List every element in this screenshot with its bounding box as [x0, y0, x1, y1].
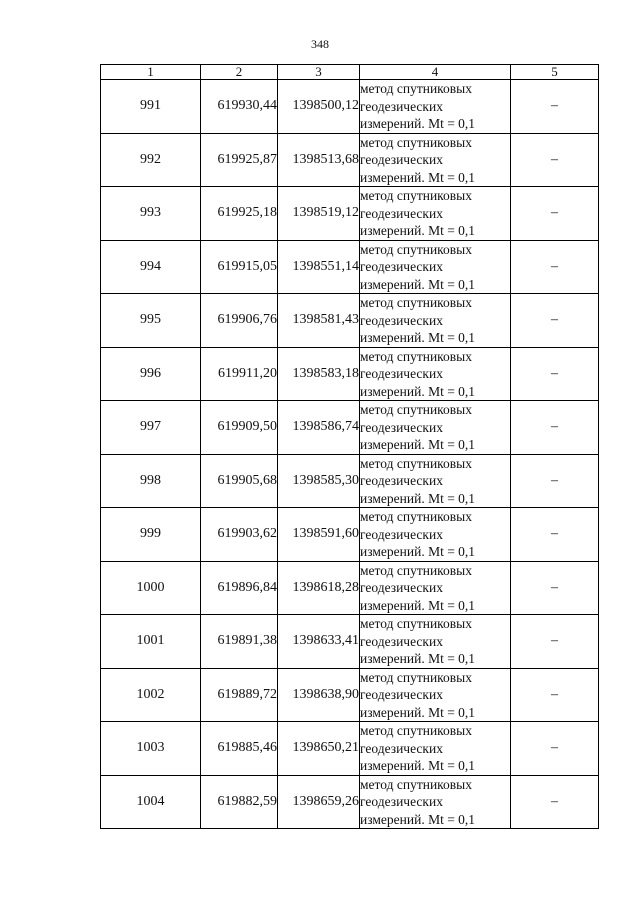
method-cell: [360, 668, 511, 722]
point-number-cell: 999: [101, 508, 201, 562]
method-cell: [360, 775, 511, 829]
table-row: [101, 187, 599, 241]
note-cell: –: [511, 187, 599, 241]
note-cell: –: [511, 508, 599, 562]
method-line: метод спутниковых: [360, 723, 472, 738]
method-line: измерений. Mt = 0,1: [360, 169, 476, 185]
column-header-4: 4: [360, 65, 511, 80]
table-row: [101, 347, 599, 401]
method-line: измерений. Mt = 0,1: [360, 490, 476, 506]
x-coordinate-cell: 619882,59: [201, 775, 278, 829]
method-line: геодезических: [360, 205, 443, 221]
method-line: метод спутниковых: [360, 134, 472, 150]
x-coordinate-cell: 619903,62: [201, 508, 278, 562]
method-line: измерений. Mt = 0,1: [360, 544, 476, 559]
method-cell: [360, 615, 511, 669]
method-line: измерений. Mt = 0,1: [360, 383, 476, 399]
column-header-5: 5: [511, 65, 599, 80]
y-coordinate-cell: 1398618,28: [278, 561, 360, 615]
y-coordinate-cell: 1398551,14: [278, 240, 360, 294]
method-line: геодезических: [360, 419, 443, 435]
method-line: геодезических: [360, 740, 443, 756]
method-line: измерений. Mt = 0,1: [360, 330, 476, 345]
method-cell: [360, 508, 511, 562]
method-cell: [360, 133, 511, 187]
note-cell: –: [511, 401, 599, 455]
x-coordinate-cell: 619925,87: [201, 133, 278, 187]
y-coordinate-cell: 1398586,74: [278, 401, 360, 455]
column-header-1: 1: [101, 65, 201, 80]
method-line: метод спутниковых: [360, 669, 472, 685]
point-number-cell: 995: [101, 294, 201, 348]
y-coordinate-cell: 1398659,26: [278, 775, 360, 829]
method-cell: [360, 454, 511, 508]
method-line: геодезических: [360, 580, 443, 595]
point-number-cell: 992: [101, 133, 201, 187]
x-coordinate-cell: 619905,68: [201, 454, 278, 508]
x-coordinate-cell: 619915,05: [201, 240, 278, 294]
method-line: геодезических: [360, 152, 443, 167]
method-line: метод спутниковых: [360, 188, 472, 203]
method-line: метод спутниковых: [360, 402, 472, 417]
method-cell: [360, 294, 511, 348]
method-line: метод спутниковых: [360, 295, 472, 310]
table-row: [101, 561, 599, 615]
point-number-cell: 1003: [101, 722, 201, 776]
note-cell: –: [511, 133, 599, 187]
note-cell: –: [511, 668, 599, 722]
y-coordinate-cell: 1398581,43: [278, 294, 360, 348]
method-line: геодезических: [360, 312, 443, 328]
method-cell: [360, 722, 511, 776]
method-line: метод спутниковых: [360, 562, 472, 578]
table-row: [101, 615, 599, 669]
method-line: геодезических: [360, 259, 443, 274]
y-coordinate-cell: 1398591,60: [278, 508, 360, 562]
y-coordinate-cell: 1398519,12: [278, 187, 360, 241]
method-line: метод спутниковых: [360, 81, 472, 96]
table-row: [101, 668, 599, 722]
method-line: измерений. Mt = 0,1: [360, 223, 476, 238]
point-number-cell: 994: [101, 240, 201, 294]
coordinates-table: [100, 64, 599, 829]
table-row: [101, 775, 599, 829]
x-coordinate-cell: 619896,84: [201, 561, 278, 615]
method-line: геодезических: [360, 687, 443, 702]
x-coordinate-cell: 619925,18: [201, 187, 278, 241]
table-body: [101, 80, 599, 829]
method-line: геодезических: [360, 794, 443, 809]
method-line: измерений. Mt = 0,1: [360, 704, 476, 720]
note-cell: –: [511, 347, 599, 401]
method-cell: [360, 240, 511, 294]
note-cell: –: [511, 561, 599, 615]
method-line: метод спутниковых: [360, 348, 472, 364]
note-cell: –: [511, 80, 599, 134]
table-row: [101, 294, 599, 348]
point-number-cell: 991: [101, 80, 201, 134]
y-coordinate-cell: 1398500,12: [278, 80, 360, 134]
method-line: измерений. Mt = 0,1: [360, 597, 476, 613]
x-coordinate-cell: 619909,50: [201, 401, 278, 455]
method-line: измерений. Mt = 0,1: [360, 116, 476, 131]
method-line: измерений. Mt = 0,1: [360, 651, 476, 666]
point-number-cell: 1004: [101, 775, 201, 829]
method-line: метод спутниковых: [360, 616, 472, 631]
point-number-cell: 1002: [101, 668, 201, 722]
method-cell: [360, 347, 511, 401]
table-row: [101, 454, 599, 508]
point-number-cell: 1001: [101, 615, 201, 669]
method-cell: [360, 80, 511, 134]
table-row: [101, 80, 599, 134]
table-row: [101, 722, 599, 776]
column-header-3: 3: [278, 65, 360, 80]
page-number: 348: [311, 37, 329, 51]
method-line: геодезических: [360, 98, 443, 114]
table-row: [101, 508, 599, 562]
point-number-cell: 997: [101, 401, 201, 455]
method-line: геодезических: [360, 633, 443, 649]
note-cell: –: [511, 722, 599, 776]
method-line: метод спутниковых: [360, 455, 472, 471]
table-header: [101, 65, 599, 80]
table-row: [101, 240, 599, 294]
method-line: метод спутниковых: [360, 509, 472, 524]
column-header-2: 2: [201, 65, 278, 80]
note-cell: –: [511, 294, 599, 348]
x-coordinate-cell: 619930,44: [201, 80, 278, 134]
note-cell: –: [511, 454, 599, 508]
method-cell: [360, 187, 511, 241]
note-cell: –: [511, 240, 599, 294]
table-row: [101, 133, 599, 187]
header-row: [101, 65, 599, 80]
y-coordinate-cell: 1398513,68: [278, 133, 360, 187]
y-coordinate-cell: 1398650,21: [278, 722, 360, 776]
note-cell: –: [511, 615, 599, 669]
x-coordinate-cell: 619885,46: [201, 722, 278, 776]
point-number-cell: 1000: [101, 561, 201, 615]
x-coordinate-cell: 619891,38: [201, 615, 278, 669]
note-cell: –: [511, 775, 599, 829]
method-line: геодезических: [360, 526, 443, 542]
point-number-cell: 993: [101, 187, 201, 241]
x-coordinate-cell: 619906,76: [201, 294, 278, 348]
y-coordinate-cell: 1398638,90: [278, 668, 360, 722]
method-line: геодезических: [360, 366, 443, 381]
y-coordinate-cell: 1398583,18: [278, 347, 360, 401]
y-coordinate-cell: 1398633,41: [278, 615, 360, 669]
x-coordinate-cell: 619911,20: [201, 347, 278, 401]
point-number-cell: 996: [101, 347, 201, 401]
method-line: геодезических: [360, 473, 443, 488]
method-line: измерений. Mt = 0,1: [360, 758, 476, 773]
method-cell: [360, 401, 511, 455]
method-line: метод спутниковых: [360, 776, 472, 792]
point-number-cell: 998: [101, 454, 201, 508]
method-line: измерений. Mt = 0,1: [360, 811, 476, 827]
x-coordinate-cell: 619889,72: [201, 668, 278, 722]
method-line: метод спутниковых: [360, 241, 472, 257]
y-coordinate-cell: 1398585,30: [278, 454, 360, 508]
method-line: измерений. Mt = 0,1: [360, 437, 476, 452]
table-row: [101, 401, 599, 455]
method-line: измерений. Mt = 0,1: [360, 276, 476, 292]
method-cell: [360, 561, 511, 615]
